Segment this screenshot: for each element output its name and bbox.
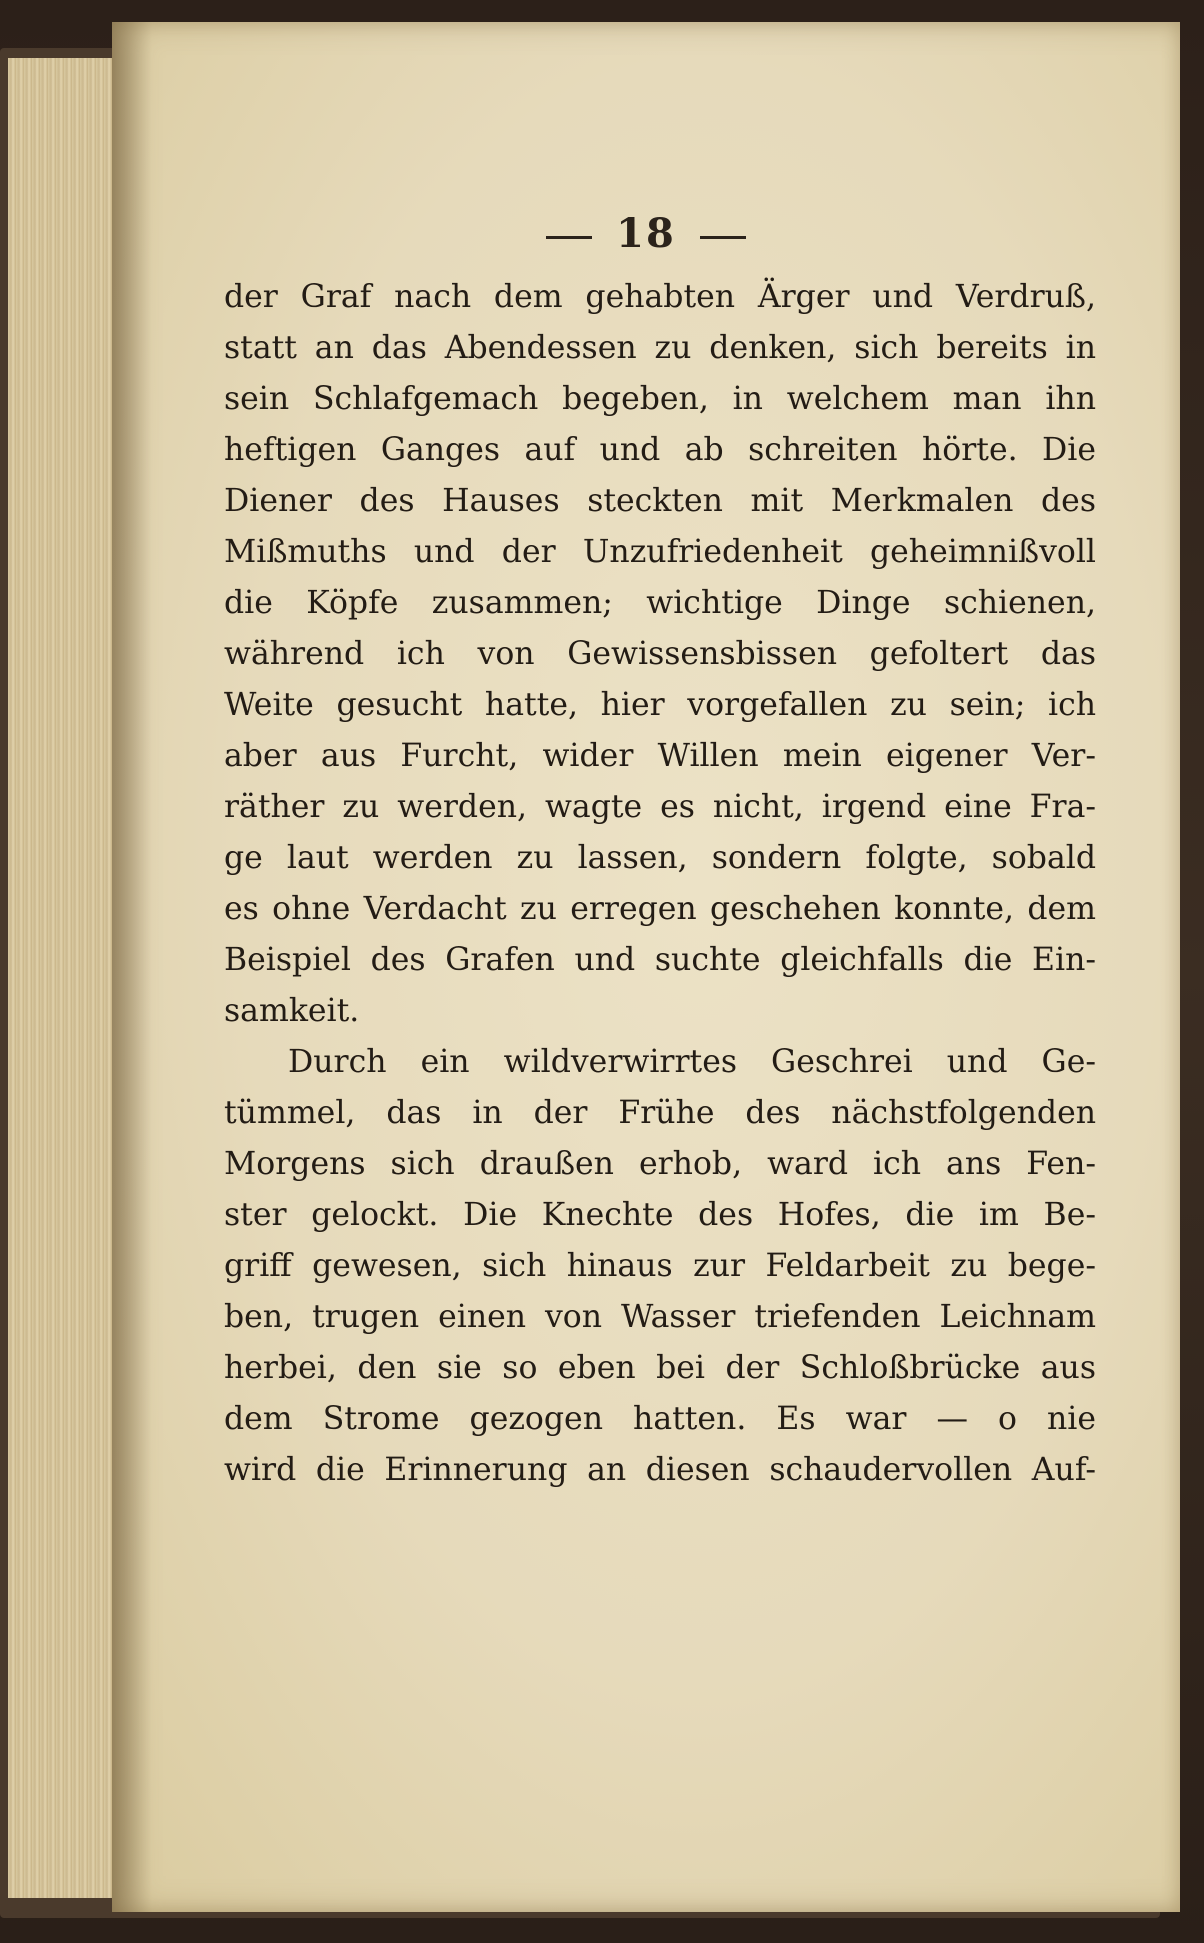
page-edges — [8, 58, 118, 1898]
text-line: tümmel, das in der Frühe des nächstfolgenden — [224, 1095, 1096, 1131]
text-line: es ohne Verdacht zu erregen geschehen konnte, dem — [224, 891, 1096, 927]
text-line: aber aus Furcht, wider Willen mein eigener Ver- — [224, 738, 1096, 774]
text-line: ge laut werden zu lassen, sondern folgte, sobald — [224, 840, 1096, 876]
text-line: Beispiel des Grafen und suchte gleichfalls die Ein- — [224, 942, 1096, 978]
text-line: sein Schlafgemach begeben, in welchem man ihn — [224, 381, 1096, 417]
text-line: wird die Erinnerung an diesen schaudervollen Auf- — [224, 1452, 1096, 1488]
text-line: samkeit. — [224, 993, 360, 1029]
text-line: herbei, den sie so eben bei der Schloßbrücke aus — [224, 1350, 1096, 1386]
gutter-shadow — [112, 22, 152, 1912]
page-header — [112, 210, 1180, 257]
text-line: heftigen Ganges auf und ab schreiten hörte. Die — [224, 432, 1096, 468]
text-line: dem Strome gezogen hatten. Es war — o nie — [224, 1401, 1096, 1437]
text-line: Weite gesucht hatte, hier vorgefallen zu sein; ich — [224, 687, 1096, 723]
text-line: Mißmuths und der Unzufriedenheit geheimnißvoll — [224, 534, 1096, 570]
text-line: während ich von Gewissensbissen gefoltert das — [224, 636, 1096, 672]
text-line: der Graf nach dem gehabten Ärger und Verdruß, — [224, 279, 1096, 315]
text-line: griff gewesen, sich hinaus zur Feldarbeit zu bege- — [224, 1248, 1096, 1284]
header-dash-right — [700, 236, 746, 239]
text-line: ster gelockt. Die Knechte des Hofes, die im Be- — [224, 1197, 1096, 1233]
body-text — [224, 272, 1096, 1496]
text-line: Durch ein wildverwirrtes Geschrei und Ge- — [288, 1044, 1096, 1080]
text-line: räther zu werden, wagte es nicht, irgend eine Fra- — [224, 789, 1096, 825]
text-line: die Köpfe zusammen; wichtige Dinge schienen, — [224, 585, 1096, 621]
text-line: Diener des Hauses steckten mit Merkmalen des — [224, 483, 1096, 519]
text-line: ben, trugen einen von Wasser triefenden Leichnam — [224, 1299, 1096, 1335]
text-line: Morgens sich draußen erhob, ward ich ans Fen- — [224, 1146, 1096, 1182]
page-number: 18 — [616, 210, 676, 257]
header-dash-left — [546, 236, 592, 239]
text-line: statt an das Abendessen zu denken, sich bereits in — [224, 330, 1096, 366]
